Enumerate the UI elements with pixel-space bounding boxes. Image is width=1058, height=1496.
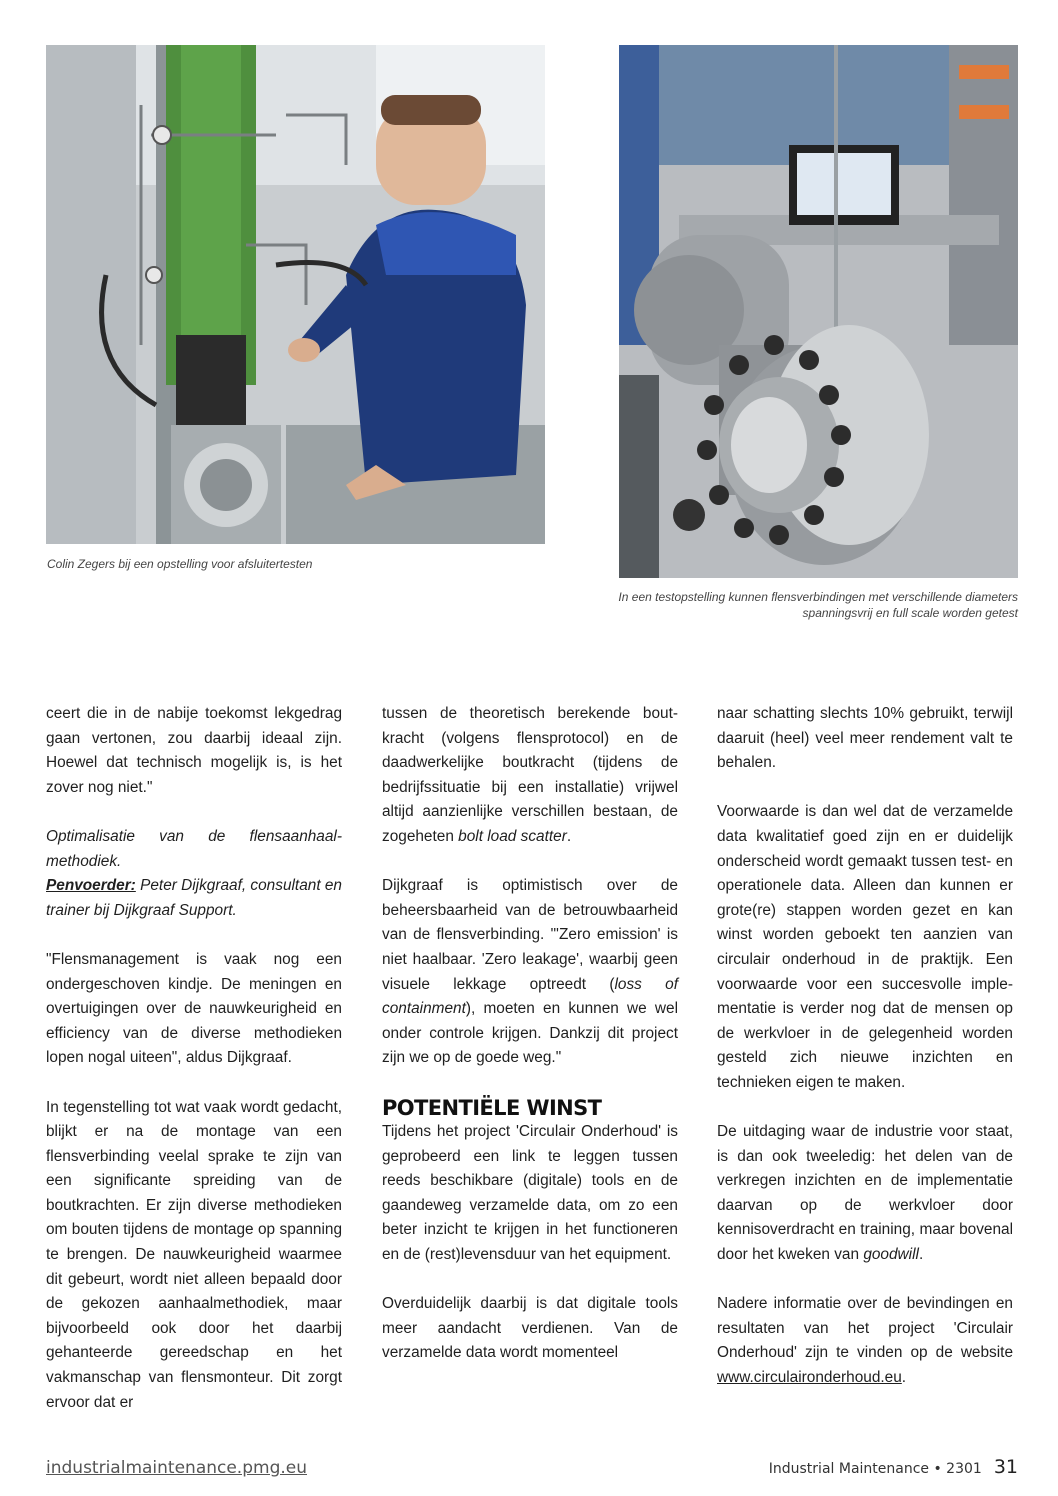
text-run: . [918,1246,924,1264]
text-run: Nadere informatie over de bevindingen en resultaten van het project 'Circulair Onderhoud' zijn te vinden op de website [717,1295,1013,1362]
figure-caption-right: In een testopstelling kunnen flensverbindingen met verschillende diameters spanningsvrij en full scale worden getest [618,590,1018,620]
footer-website-link[interactable]: industrialmaintenance.pmg.eu [46,1458,307,1478]
paragraph: naar schatting slechts 10% gebruikt, terwijl daaruit (heel) veel meer rendement valt te behalen. [717,705,1013,772]
project-title: Optimalisatie van de flensaanhaalmethodiek. [46,827,342,870]
text-run: Dijkgraaf is optimistisch over de beheersbaarheid van de betrouwbaarheid van de flensverbinding. "'Zero emission' is niet haalbaar. 'Zero leakage', waarbij geen visuele lekkage optreedt ( [382,877,678,993]
text-column-2 [382,702,678,1391]
paragraph [717,1292,1013,1390]
lead-text: Peter Dijkgraaf, consultant en trainer bij Dijkgraaf Support. [46,877,342,919]
text-run: De uitdaging waar de industrie voor staat, is dan ook tweeledig: het delen van de verkregen inzichten en de implementatie daarvan op de werkvloer door kennisoverdracht en training, maar bovenal door het kweken van [717,1123,1013,1264]
paragraph: Tijdens het project 'Circulair Onderhoud' is geprobeerd een link te leggen tussen reeds beschikbare (digitale) tools en de gaandeweg verzamelde data, om zo een beter inzicht te krijgen in het functioneren en de (rest)levensduur van het equipment. [382,1123,678,1264]
paragraph [717,1120,1013,1268]
paragraph: In tegenstelling tot wat vaak wordt gedacht, blijkt er na de montage van een flensverbinding veelal sprake te zijn van een significante spreiding van de boutkrachten. Er zijn diverse methodieken om bouten tijdens de montage op spanning te brengen. De nauwkeurigheid waarmee dit gebeurt, wordt niet alleen bepaald door de gekozen aanhaalmethodiek, maar bijvoorbeeld ook door het daarbij gehanteerde gereedschap en het vakmanschap van flensmonteur. Dit zorgt ervoor dat er [46,1098,342,1411]
photo-flange-test-setup-image [619,45,1018,578]
paragraph: "Flensmanagement is vaak nog een ondergeschoven kindje. De meningen en overtuigingen over de nauwkeurigheid en efficiency van de diverse methodieken lopen nogal uiteen", aldus Dijkgraaf. [46,950,342,1067]
photo-valve-test-rig-image [46,45,545,544]
photo-valve-test-rig [46,45,545,544]
text-run: . [901,1369,907,1387]
text-column-1 [46,702,342,1440]
paragraph [382,874,678,1071]
photo-flange-test-setup [619,45,1018,578]
italic-term: loss of containment [382,975,678,1018]
project-lead [46,874,342,923]
paragraph: Overduidelijk daarbij is dat digitale tools meer aandacht verdienen. Van de verzamelde data wordt momenteel [382,1295,678,1362]
footer-right [769,1456,1018,1478]
paragraph [382,702,678,850]
paragraph: Voorwaarde is dan wel dat de verzamelde data kwalitatief goed zijn en er duidelijk onderscheid wordt gemaakt tussen test- en operationele data. Alleen dan kunnen er grote(re) stappen worden gezet en kan winst worden geboekt ten aanzien van circulair onderhoud in de praktijk. Een voorwaarde voor een succesvolle implementatie is verder nog dat de mensen op de werkvloer in de gelegenheid worden gesteld zich nieuwe inzichten en technieken eigen te maken. [717,803,1013,1091]
magazine-issue: Industrial Maintenance • 2301 [768,1461,982,1477]
figure-caption-left: Colin Zegers bij een opstelling voor afsluitertesten [47,557,313,571]
section-heading: POTENTIËLE WINST [382,1095,602,1120]
italic-term: goodwill [863,1246,919,1264]
italic-term: bolt load scatter [458,827,567,845]
text-run: . [566,827,572,845]
text-run: ), moeten en kunnen we wel onder controle krijgen. Dankzij dit project zijn we op de goede weg." [382,1000,678,1067]
text-run: tussen de theoretisch berekende boutkracht (volgens flensprotocol) en de daadwerkelijke boutkracht (tijdens de bedrijfssituatie bij een installatie) vrijwel altijd aanzienlijke verschillen bestaan, de zogeheten [382,705,678,845]
lead-label: Penvoerder: [46,877,136,895]
website-link[interactable]: www.circulaironderhoud.eu [717,1369,902,1387]
text-column-3 [717,702,1013,1415]
paragraph: ceert die in de nabije toekomst lekgedrag gaan vertonen, zou daarbij ideaal zijn. Hoewel dat technisch mogelijk is, is het zover nog niet." [46,705,342,796]
page-number: 31 [993,1456,1018,1478]
